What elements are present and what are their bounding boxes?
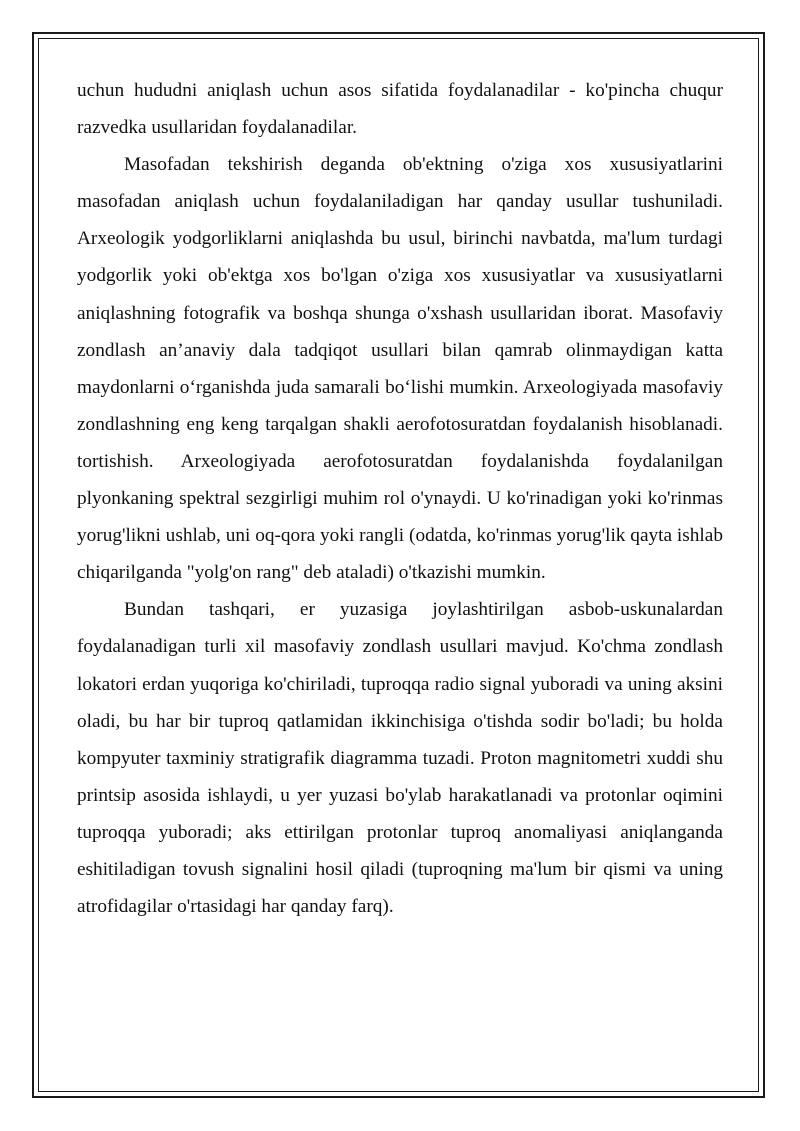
document-body: [77, 72, 723, 925]
paragraph-remote-sensing: Masofadan tekshirish deganda ob'ektning o'ziga xos xususiyatlarini masofadan aniqlash uchun foydalaniladigan har qanday usullar tushuniladi. Arxeologik yodgorliklarni aniqlashda bu usul, birinchi navbatda, ma'lum turdagi yodgorlik yoki ob'ektga xos bo'lgan o'ziga xos xususiyatlar va xususiyatlarni aniqlashning fotografik va boshqa shunga o'xshash usullaridan iborat. Masofaviy zondlash an’anaviy dala tadqiqot usullari bilan qamrab olinmaydigan katta maydonlarni o‘rganishda juda samarali bo‘lishi mumkin. Arxeologiyada masofaviy zondlashning eng keng tarqalgan shakli aerofotosuratdan foydalanish hisoblanadi. tortishish. Arxeologiyada aerofotosuratdan foydalanishda foydalanilgan plyonkaning spektral sezgirligi muhim rol o'ynaydi. U ko'rinadigan yoki ko'rinmas yorug'likni ushlab, uni oq-qora yoki rangli (odatda, ko'rinmas yorug'lik qayta ishlab chiqarilganda "yolg'on rang" deb ataladi) o'tkazishi mumkin.: [77, 154, 723, 584]
paragraph-ground-methods: Bundan tashqari, er yuzasiga joylashtirilgan asbob-uskunalardan foydalanadigan turli xil masofaviy zondlash usullari mavjud. Ko'chma zondlash lokatori erdan yuqoriga ko'chiriladi, tuproqqa radio signal yuboradi va uning aksini oladi, bu har bir tuproq qatlamidan ikkinchisiga o'tishda sodir bo'ladi; bu holda kompyuter taxminiy stratigrafik diagramma tuzadi. Proton magnitometri xuddi shu printsip asosida ishlaydi, u yer yuzasi bo'ylab harakatlanadi va protonlar oqimini tuproqqa yuboradi; aks ettirilgan protonlar tuproq anomaliyasi aniqlanganda eshitiladigan tovush signalini hosil qiladi (tuproqning ma'lum bir qismi va uning atrofidagilar o'rtasidagi har qanday farq).: [77, 599, 723, 918]
paragraph-continuation: uchun hududni aniqlash uchun asos sifatida foydalanadilar - ko'pincha chuqur razvedka usullaridan foydalanadilar.: [77, 80, 723, 139]
